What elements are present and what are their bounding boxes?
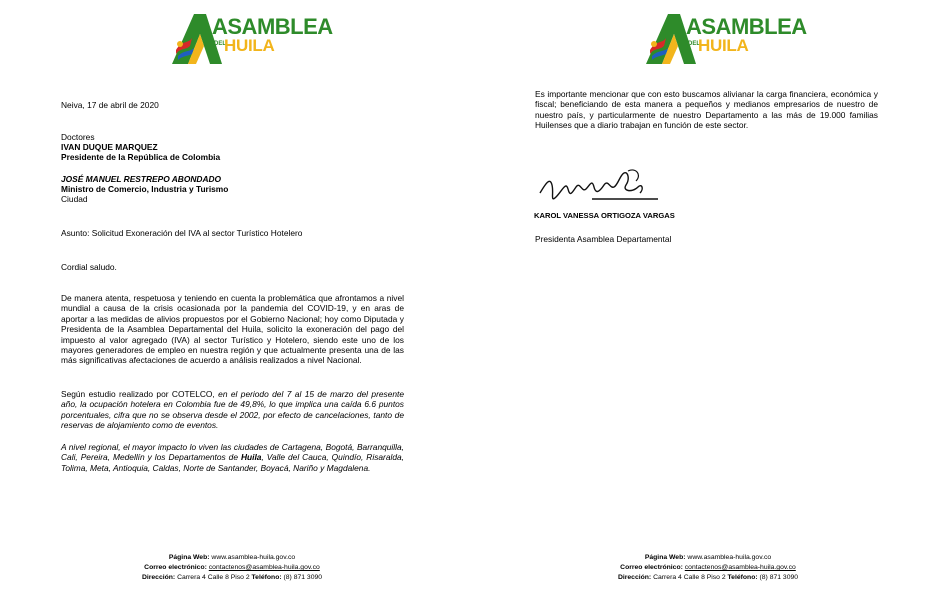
footer-email bbox=[588, 563, 828, 573]
page-footer bbox=[112, 553, 352, 584]
footer-email-link[interactable]: contactenos@asamblea-huila.gov.co bbox=[684, 564, 796, 572]
paragraph-3-b: , Valle del Cauca, Quindío, Risaralda, Tolima, Meta, Antioquia, Caldas, Norte de Santander, Boyacá, Nariño y Magdalena. bbox=[61, 452, 404, 473]
signer-role: Presidenta Asamblea Departamental bbox=[535, 234, 672, 244]
paragraph-3-bold: Huila bbox=[240, 452, 262, 463]
footer-phone-value: (8) 871 3090 bbox=[283, 574, 323, 582]
paragraph-3 bbox=[61, 442, 404, 473]
footer-address-label: Dirección: bbox=[617, 574, 652, 582]
footer-web-label: Página Web: bbox=[168, 554, 210, 561]
recipient-city: Ciudad bbox=[61, 194, 88, 204]
signer-name: KAROL VANESSA ORTIGOZA VARGAS bbox=[534, 211, 675, 220]
footer-address-value: Carrera 4 Calle 8 Piso 2 bbox=[177, 574, 250, 582]
recipient1-role: Presidente de la República de Colombia bbox=[61, 152, 221, 162]
asamblea-huila-logo bbox=[166, 10, 333, 66]
paragraph-1: De manera atenta, respetuosa y teniendo en cuenta la problemática que afrontamos a nivel mundial a causa de la crisis ocasionada por la pandemia del COVID-19, y en aras de aportar a las medidas de alivios propuestos por el Gobierno Nacional; hoy como Diputada y Presidenta de la Asamblea Departamental del Huila, solicito la exoneración del pago del impuesto al valor agregado (IVA) al sector Turístico y Hotelero, siendo este uno de los mayores generadores de empleo en nuestra región y que actualmente presenta una de las más significativas afectaciones de acuerdo a análisis realizados a nivel Nacional. bbox=[61, 293, 404, 366]
footer-web-label: Página Web: bbox=[644, 554, 686, 561]
logo-word-del: DEL bbox=[688, 41, 700, 47]
logo-word-asamblea: ASAMBLEA bbox=[212, 14, 333, 39]
paragraph-3-a: A nivel regional, el mayor impacto lo viven las ciudades de Cartagena, Bogotá, Barranquilla, Cali, Pereira, Medellín y los Departamentos de bbox=[61, 442, 404, 463]
footer-address-label: Dirección: bbox=[141, 574, 176, 582]
footer-web bbox=[588, 553, 828, 563]
letter-greeting: Cordial saludo. bbox=[61, 262, 117, 272]
footer-email-label: Correo electrónico: bbox=[144, 564, 207, 572]
letter-page-2 bbox=[472, 0, 944, 612]
footer-email-label: Correo electrónico: bbox=[620, 564, 683, 572]
footer-email bbox=[112, 563, 352, 573]
footer-address-value: Carrera 4 Calle 8 Piso 2 bbox=[653, 574, 726, 582]
footer-address bbox=[112, 573, 352, 583]
logo-word-del: DEL bbox=[214, 41, 226, 47]
logo-word-huila: HUILA bbox=[698, 36, 749, 55]
footer-address bbox=[588, 573, 828, 583]
letter-subject: Asunto: Solicitud Exoneración del IVA al sector Turístico Hotelero bbox=[61, 228, 303, 238]
paragraph-2 bbox=[61, 389, 404, 431]
footer-web-value[interactable]: www.asamblea-huila.gov.co bbox=[211, 554, 296, 561]
footer-phone-value: (8) 871 3090 bbox=[759, 574, 799, 582]
footer-web-value[interactable]: www.asamblea-huila.gov.co bbox=[687, 554, 772, 561]
handwritten-signature bbox=[532, 163, 672, 215]
page-footer bbox=[588, 553, 828, 584]
paragraph-2-plain: Según estudio realizado por COTELCO, bbox=[61, 389, 219, 399]
footer-email-link[interactable]: contactenos@asamblea-huila.gov.co bbox=[208, 564, 320, 572]
asamblea-huila-logo bbox=[640, 10, 807, 66]
recipient1-name: IVAN DUQUE MARQUEZ bbox=[61, 142, 158, 152]
logo-word-huila: HUILA bbox=[224, 36, 275, 55]
closing-paragraph: Es importante mencionar que con esto buscamos alivianar la carga financiera, económica y fiscal; beneficiando de esta manera a pequeños y medianos empresarios de nuestro de nuestro país, y particularmente de nuestro Departamento a las más de 19.000 familias Huilenses que a diario trabajan en función de este sector. bbox=[535, 89, 878, 131]
footer-phone-label: Teléfono: bbox=[251, 574, 282, 582]
paragraph-2-italic: en el periodo del 7 al 15 de marzo del presente año, la ocupación hotelera en Colombia fue de 49,8%, lo que implica una caída 6.6 puntos porcentuales, cifra que no se observa desde el 2002, por efecto de cancelaciones, tanto de reservas de alojamiento como de eventos. bbox=[61, 389, 404, 431]
letter-date: Neiva, 17 de abril de 2020 bbox=[61, 100, 159, 110]
footer-web bbox=[112, 553, 352, 563]
footer-phone-label: Teléfono: bbox=[727, 574, 758, 582]
logo-word-asamblea: ASAMBLEA bbox=[686, 14, 807, 39]
recipient2-name: JOSÉ MANUEL RESTREPO ABONDADO bbox=[61, 174, 222, 184]
recipient2-role: Ministro de Comercio, Industria y Turismo bbox=[61, 184, 229, 194]
recipient-title: Doctores bbox=[61, 132, 95, 142]
